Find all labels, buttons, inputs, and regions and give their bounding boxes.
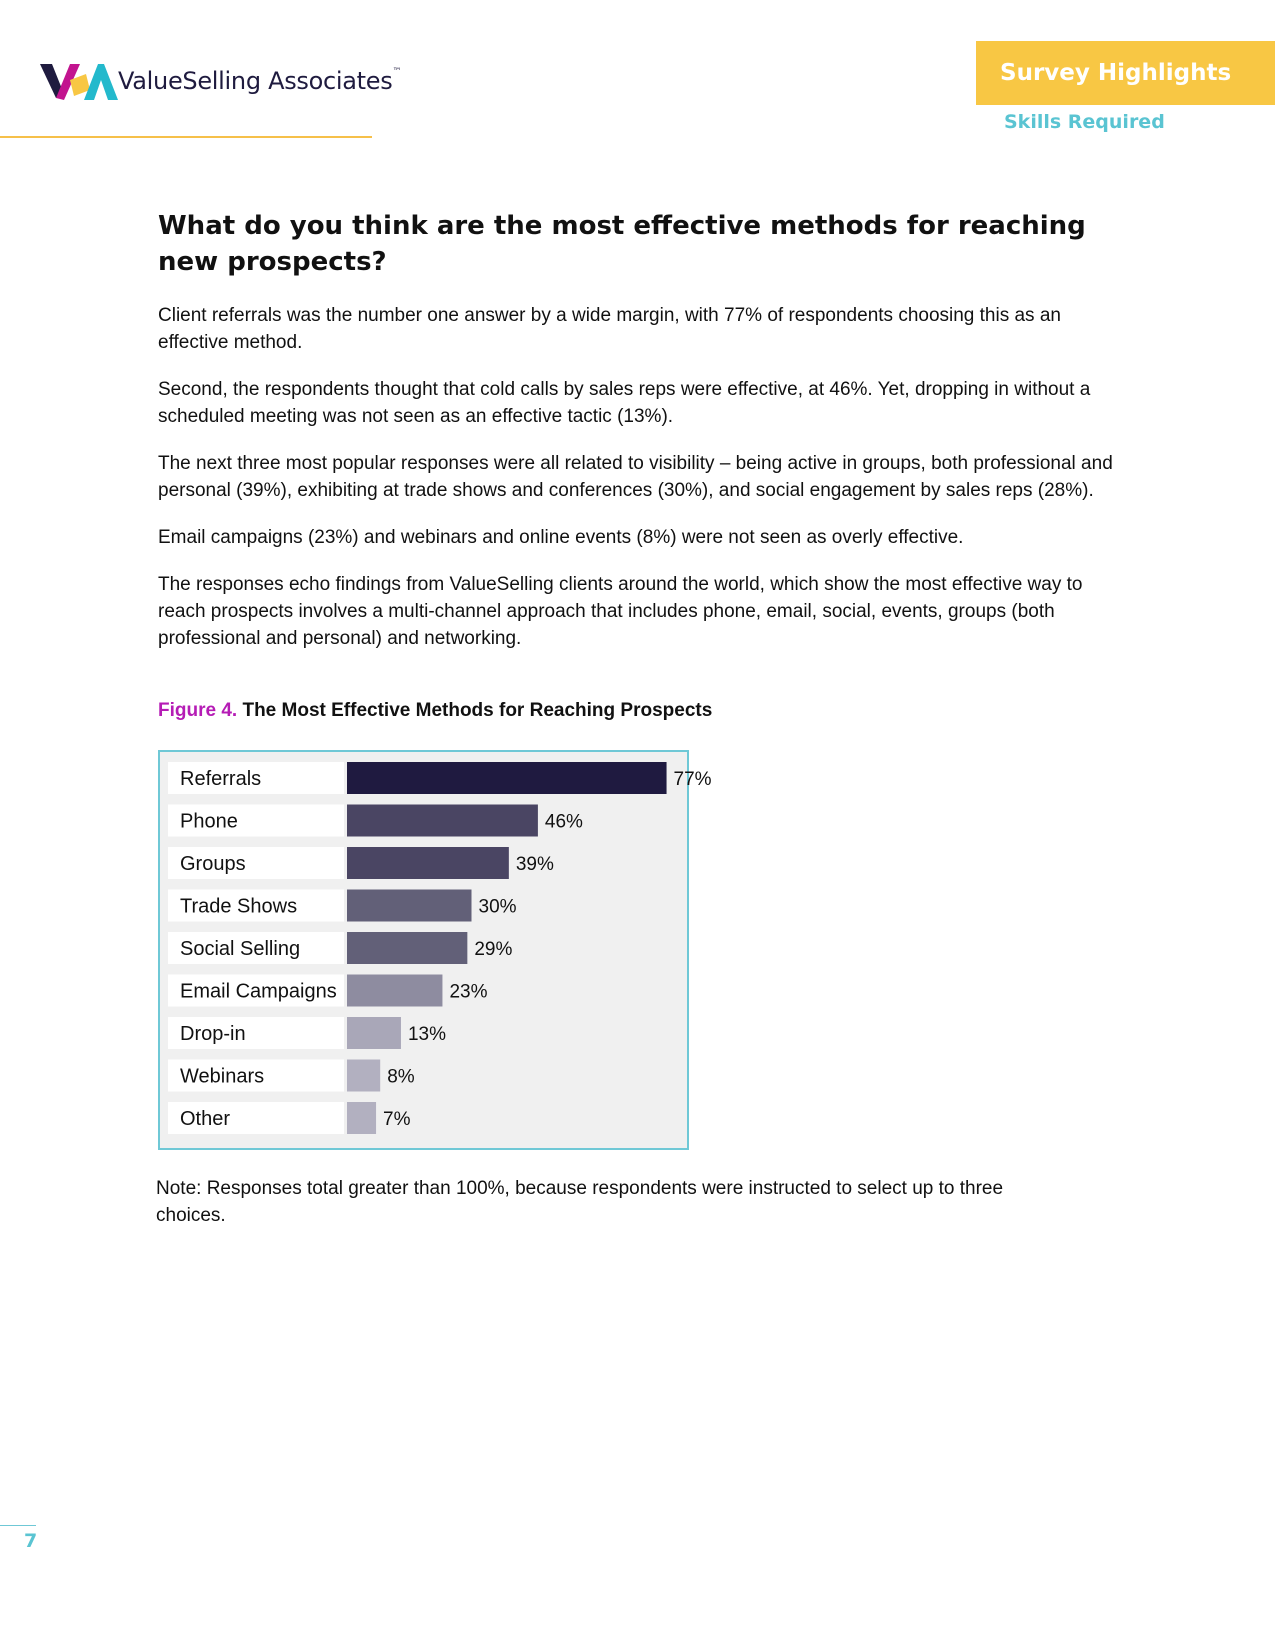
data-label: 30%	[478, 896, 517, 918]
category-label: Email Campaigns	[180, 980, 337, 1003]
bar	[347, 1017, 401, 1049]
bar	[347, 1060, 380, 1092]
paragraph-1: Client referrals was the number one answer by a wide margin, with 77% of respondents choosing this as an effective method.	[158, 305, 1061, 353]
category-label: Groups	[180, 853, 246, 875]
section-subtitle: Skills Required	[1004, 111, 1165, 133]
section-badge: Survey Highlights	[976, 41, 1275, 105]
paragraph-3: The next three most popular responses were all related to visibility – being active in groups, both professional and personal (39%), exhibiting at trade shows and conferences (30%), and social engagement by sales reps (28%).	[158, 453, 1113, 501]
figure-number: Figure 4.	[158, 700, 238, 721]
brand-logo	[40, 60, 401, 102]
category-label: Trade Shows	[180, 895, 298, 918]
article-body	[158, 208, 1128, 672]
vsa-logo-icon	[40, 60, 120, 102]
figure-caption	[158, 700, 712, 722]
data-label: 8%	[387, 1066, 415, 1088]
bar	[347, 1102, 376, 1134]
category-label: Drop-in	[180, 1023, 246, 1045]
page-number: 7	[24, 1530, 38, 1552]
header-divider	[0, 136, 372, 138]
bar	[347, 890, 472, 922]
data-label: 77%	[673, 769, 712, 790]
paragraph-4: Email campaigns (23%) and webinars and online events (8%) were not seen as overly effective.	[158, 527, 964, 548]
data-label: 7%	[383, 1109, 411, 1130]
data-label: 46%	[544, 811, 583, 833]
bar	[347, 762, 667, 794]
category-label: Other	[180, 1108, 231, 1130]
question-heading: What do you think are the most effective methods for reaching new prospects?	[158, 211, 1086, 277]
page-number-rule	[0, 1525, 36, 1526]
category-label: Phone	[180, 810, 238, 833]
category-label: Social Selling	[180, 938, 301, 960]
bar-chart	[158, 750, 712, 1150]
paragraph-5: The responses echo findings from ValueSelling clients around the world, which show the most effective way to reach prospects involves a multi-channel approach that includes phone, email, social, events, groups (both professional and personal) and networking.	[158, 574, 1083, 649]
chart-note: Note: Responses total greater than 100%, because respondents were instructed to select up to three choices.	[156, 1178, 1004, 1226]
paragraph-2: Second, the respondents thought that cold calls by sales reps were effective, at 46%. Yet, dropping in without a scheduled meeting was not seen as an effective tactic (13%).	[158, 379, 1091, 427]
category-label: Webinars	[180, 1065, 265, 1088]
bar	[347, 805, 538, 837]
bar	[347, 932, 467, 964]
data-label: 39%	[515, 854, 554, 875]
data-label: 29%	[474, 939, 513, 960]
brand-name: ValueSelling Associates™	[118, 67, 402, 95]
bar	[347, 847, 509, 879]
figure-title: The Most Effective Methods for Reaching Prospects	[242, 700, 713, 721]
category-label: Referrals	[180, 768, 262, 790]
data-label: 23%	[449, 981, 488, 1003]
data-label: 13%	[407, 1024, 446, 1045]
bar-chart-svg	[160, 752, 712, 1148]
bar	[347, 975, 442, 1007]
